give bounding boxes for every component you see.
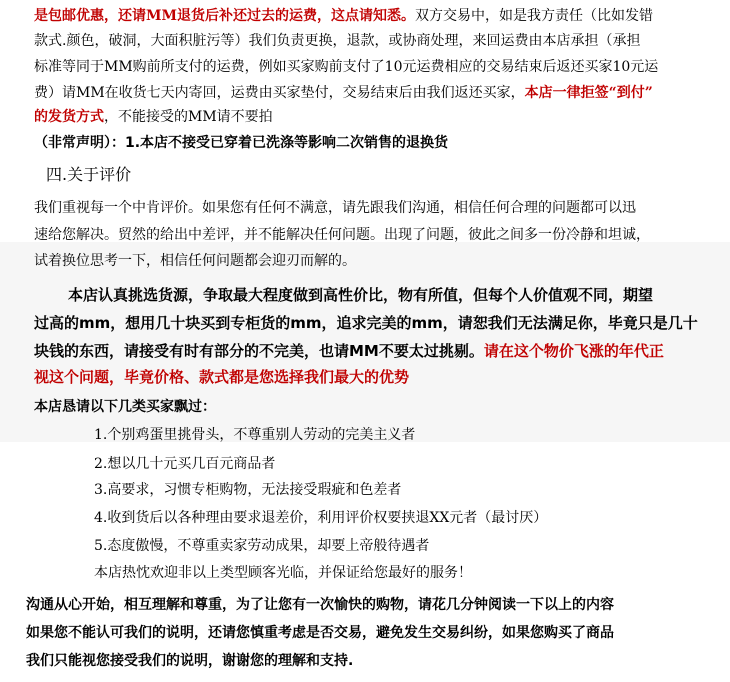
return-declaration: （非常声明）：1.本店不接受已穿着已洗涤等影响二次销售的退换货 (34, 135, 449, 151)
value-line-2: 过高的mm，想用几十块买到专柜货的mm，追求完美的mm，请恕我们无法满足你，毕竟只是几十 (34, 314, 698, 332)
review-heading: 四.关于评价 (46, 165, 132, 184)
buyer-type-item: 5.态度傲慢，不尊重卖家劳动成果，却要上帝般待遇者 (94, 538, 430, 554)
value-notice-red: 请在这个物价飞涨的年代正 (483, 342, 664, 360)
welcome-line: 本店热忱欢迎非以上类型顾客光临，并保证给您最好的服务！ (94, 565, 472, 581)
shipping-notice-red: 是包邮优惠，还请MM退货后补还过去的运费，这点请知悉。 (34, 8, 415, 24)
value-notice-red-cont: 视这个问题，毕竟价格、款式都是您选择我们最大的优势 (34, 368, 410, 386)
closing-line: 我们只能视您接受我们的说明，谢谢您的理解和支持. (26, 653, 354, 669)
review-paragraph-line: 速给您解决。贸然的给出中差评，并不能解决任何问题。出现了问题，彼此之间多一份冷静和坦诚， (34, 227, 650, 243)
buyer-type-item: 1.个别鸡蛋里挑骨头，不尊重别人劳动的完美主义者 (94, 427, 416, 443)
closing-line: 如果您不能认可我们的说明，还请您慎重考虑是否交易，避免发生交易纠纷，如果您购买了商品 (26, 625, 614, 641)
cod-refusal-red: 本店一律拒签“到付” (524, 85, 653, 101)
shipping-line-1-rest: 双方交易中，如是我方责任（比如发错 (415, 8, 653, 24)
buyer-type-item: 3.高要求，习惯专柜购物，无法接受瑕疵和色差者 (94, 482, 402, 498)
shipping-line-3: 标准等同于MM购前所支付的运费，例如买家购前支付了10元运费相应的交易结束后返还买家10元运 (34, 59, 659, 75)
cod-refusal-red-cont: 的发货方式 (34, 109, 104, 125)
review-paragraph-line: 试着换位思考一下，相信任何问题都会迎刃而解的。 (34, 253, 356, 269)
buyer-type-item: 4.收到货后以各种理由要求退差价，利用评价权要挟退XX元者（最讨厌） (94, 510, 548, 526)
shipping-line-4 (34, 82, 653, 104)
review-paragraph-line: 我们重视每一个中肯评价。如果您有任何不满意，请先跟我们沟通，相信任何合理的问题都可以迅 (34, 200, 636, 216)
shipping-line-4-plain: 费）请MM在收货七天内寄回，运费由买家垫付，交易结束后由我们返还买家， (34, 85, 525, 101)
shipping-line-5 (34, 106, 273, 128)
closing-line: 沟通从心开始，相互理解和尊重，为了让您有一次愉快的购物，请花几分钟阅读一下以上的内容 (26, 597, 614, 613)
buyers-intro: 本店恳请以下几类买家飘过： (34, 399, 216, 415)
shipping-line-5-rest: ，不能接受的MM请不要拍 (104, 109, 273, 125)
value-line-1: 本店认真挑选货源，争取最大程度做到高性价比，物有所值，但每个人价值观不同，期望 (68, 286, 654, 304)
buyer-type-item: 2.想以几十元买几百元商品者 (94, 456, 276, 472)
shipping-line-2: 款式.颜色，破洞，大面积脏污等）我们负责更换，退款，或协商处理，来回运费由本店承担（承担 (34, 33, 641, 49)
value-line-3 (34, 340, 664, 362)
value-line-3-plain: 块钱的东西，请接受有时有部分的不完美，也请MM不要太过挑剔。 (34, 342, 484, 360)
shipping-line-1 (34, 5, 653, 27)
